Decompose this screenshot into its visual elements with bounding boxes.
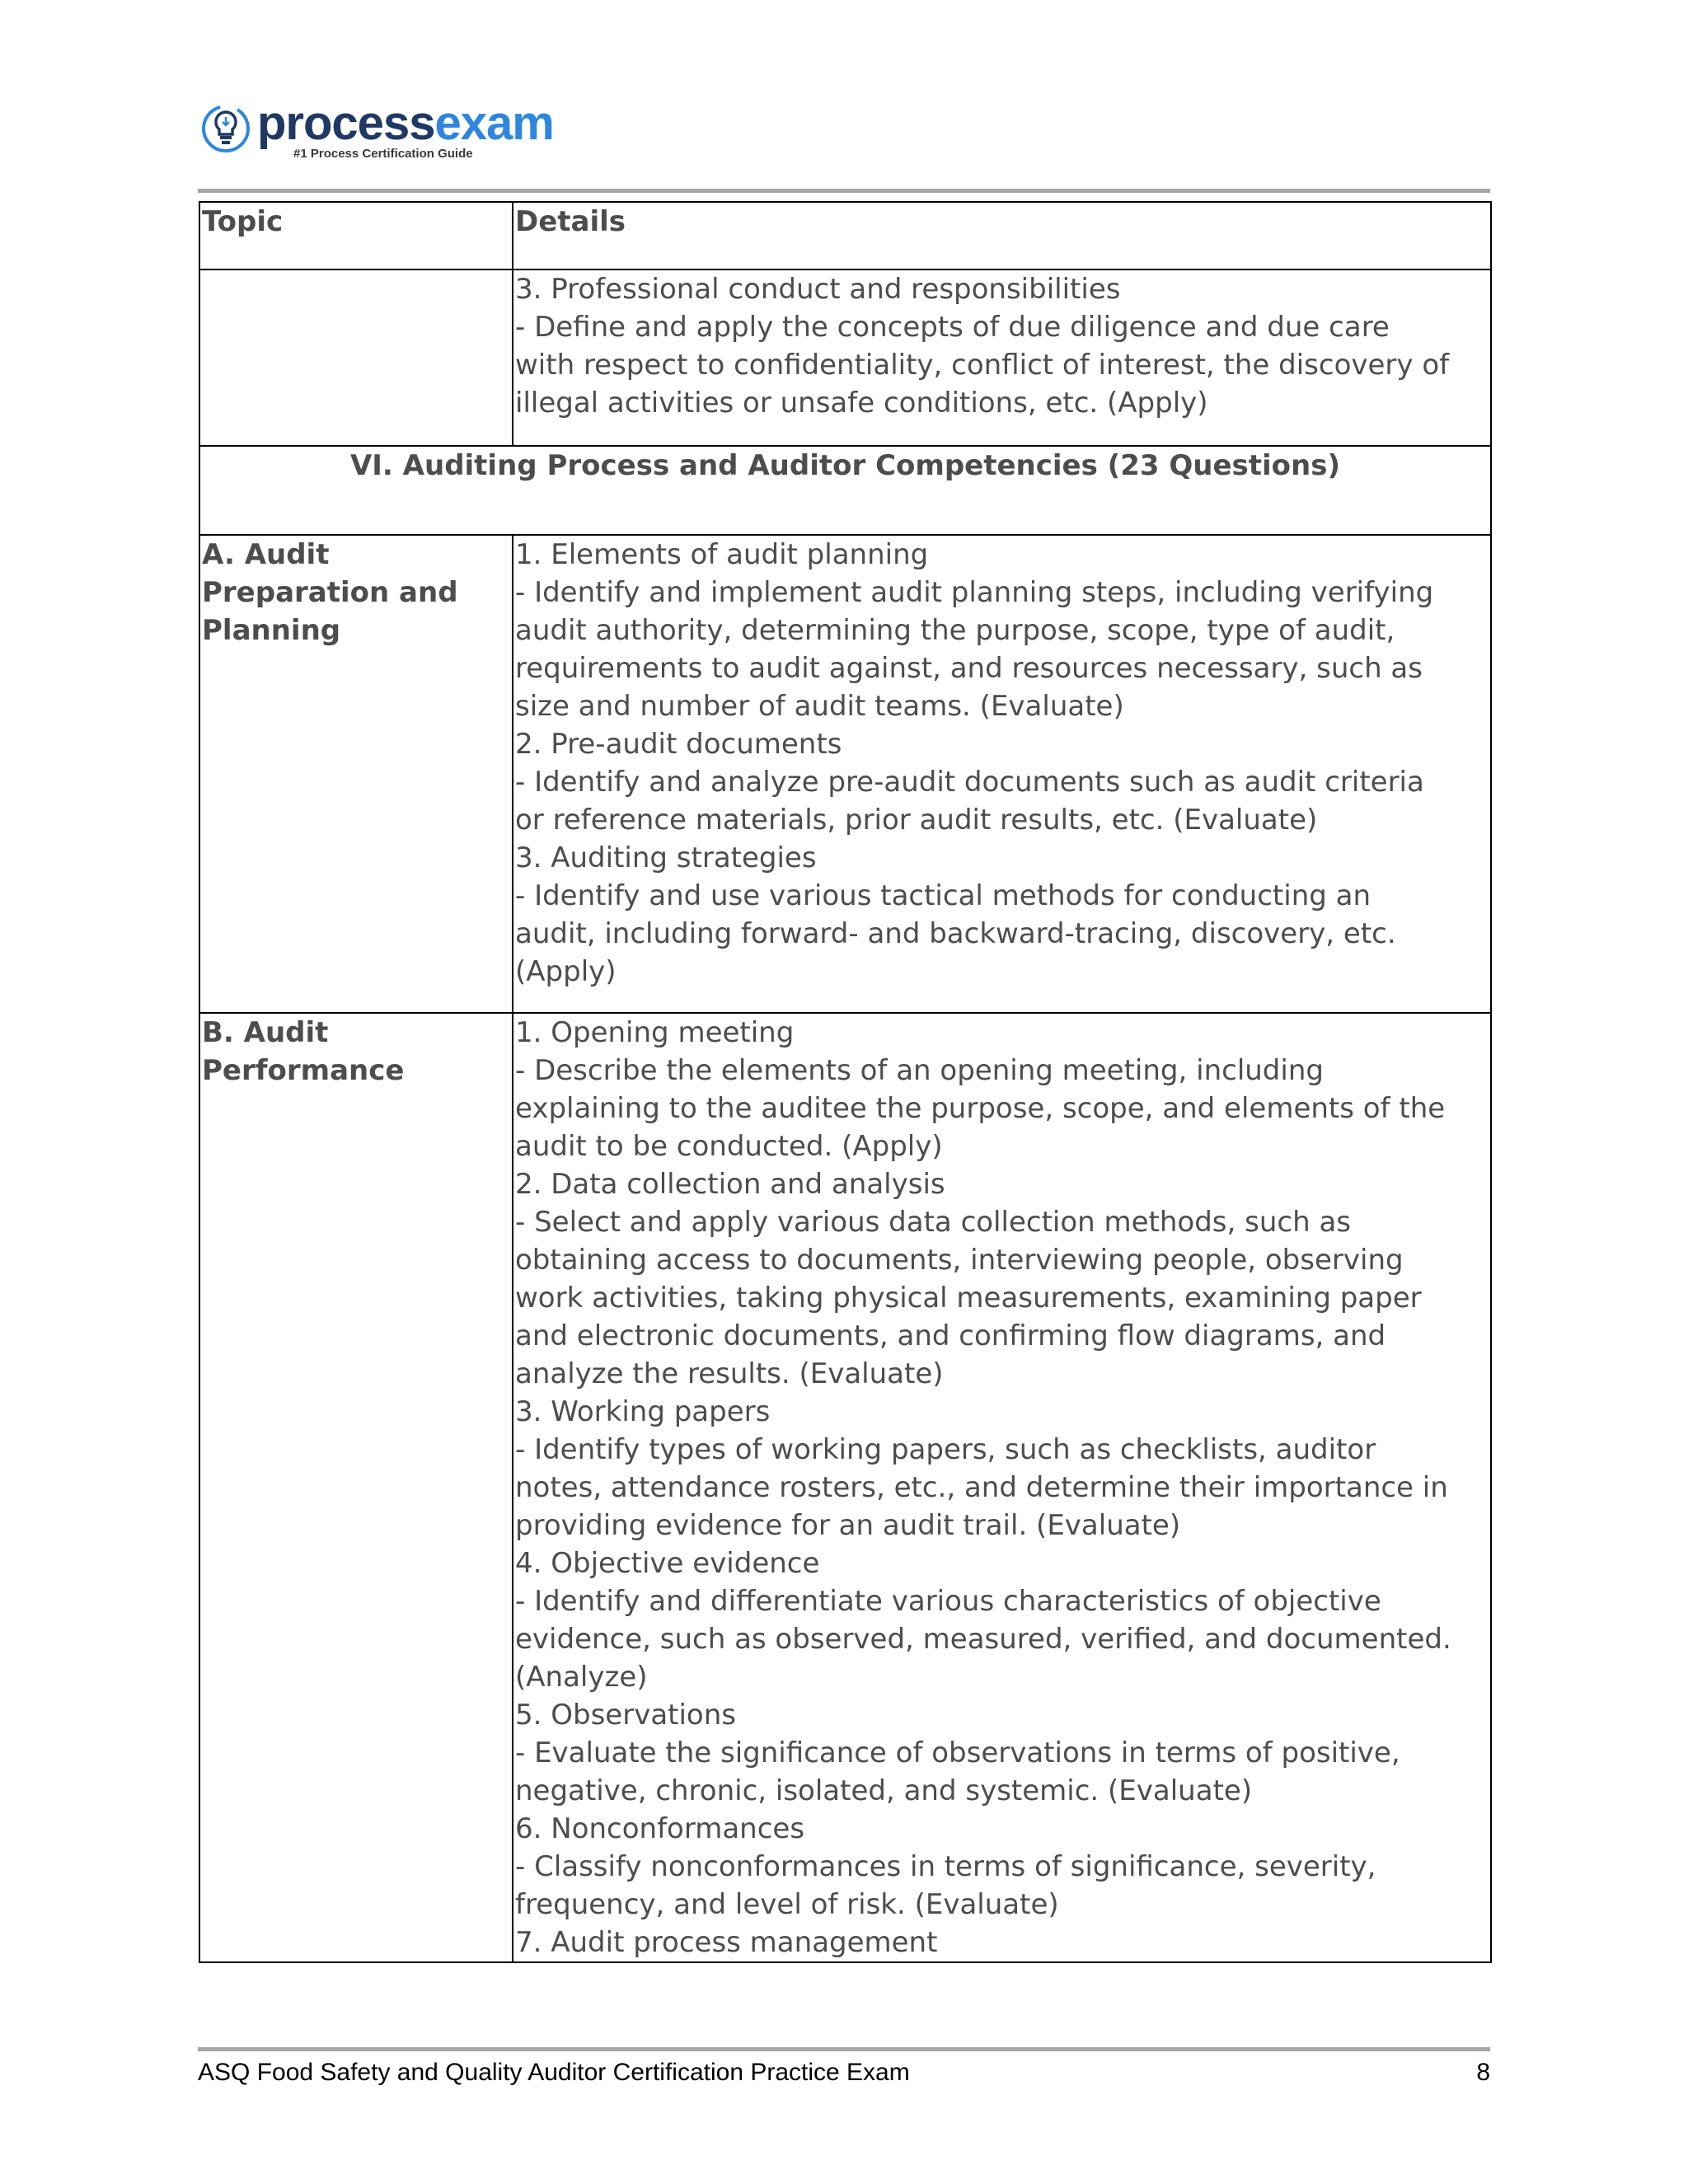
details-line: audit to be conducted. (Apply) (515, 1130, 943, 1163)
details-line: 5. Observations (515, 1699, 736, 1732)
details-line: 1. Elements of audit planning (515, 538, 929, 571)
header-details: Details (513, 202, 1491, 269)
details-line: requirements to audit against, and resources necessary, such as (515, 652, 1423, 685)
exam-outline-table (199, 201, 1492, 1963)
details-line: - Identify types of working papers, such as checklists, auditor (515, 1433, 1376, 1466)
details-cell (513, 1013, 1491, 1962)
details-line: or reference materials, prior audit results, etc. (Evaluate) (515, 804, 1318, 837)
details-line: frequency, and level of risk. (Evaluate) (515, 1888, 1059, 1921)
table-row (199, 269, 1491, 446)
processexam-logo (201, 96, 554, 163)
details-line: - Select and apply various data collection methods, such as (515, 1206, 1351, 1239)
details-line: - Identify and implement audit planning steps, including verifying (515, 576, 1434, 609)
details-line: with respect to confidentiality, conflict of interest, the discovery of (515, 349, 1450, 382)
details-cell (513, 269, 1491, 446)
table-row (199, 1013, 1491, 1962)
details-line: and electronic documents, and confirming flow diagrams, and (515, 1319, 1386, 1352)
details-line: work activities, taking physical measurements, examining paper (515, 1282, 1422, 1315)
details-line: obtaining access to documents, interviewing people, observing (515, 1244, 1404, 1277)
logo-word-exam: exam (434, 96, 554, 150)
topic-cell (199, 535, 513, 1013)
details-line: - Identify and analyze pre-audit documents such as audit criteria (515, 766, 1424, 799)
details-line: analyze the results. (Evaluate) (515, 1357, 944, 1390)
details-line: 3. Working papers (515, 1395, 771, 1428)
table-row (199, 535, 1491, 1013)
details-line: negative, chronic, isolated, and systemic. (Evaluate) (515, 1774, 1253, 1807)
header-divider (198, 189, 1490, 193)
details-line: - Evaluate the significance of observations in terms of positive, (515, 1736, 1400, 1769)
details-line: providing evidence for an audit trail. (Evaluate) (515, 1509, 1181, 1542)
details-line: explaining to the auditee the purpose, scope, and elements of the (515, 1092, 1446, 1125)
topic-line: Preparation and (202, 576, 458, 609)
topic-cell-empty (199, 269, 513, 446)
topic-line: B. Audit (202, 1016, 329, 1049)
details-line: audit authority, determining the purpose, scope, type of audit, (515, 614, 1395, 647)
details-line: evidence, such as observed, measured, verified, and documented. (515, 1623, 1451, 1656)
details-line: illegal activities or unsafe conditions, etc. (Apply) (515, 387, 1208, 419)
details-line: - Classify nonconformances in terms of significance, severity, (515, 1850, 1376, 1883)
details-line: - Define and apply the concepts of due diligence and due care (515, 311, 1390, 344)
table-header-row (199, 202, 1491, 269)
details-cell (513, 535, 1491, 1013)
lightbulb-icon (201, 102, 251, 155)
page-number: 8 (1476, 2059, 1490, 2086)
details-line: size and number of audit teams. (Evaluate) (515, 690, 1124, 723)
topic-line: Performance (202, 1054, 405, 1087)
footer-divider (198, 2047, 1490, 2051)
logo-tagline: #1 Process Certification Guide (293, 147, 473, 161)
details-line: audit, including forward- and backward-tracing, discovery, etc. (515, 917, 1396, 950)
topic-cell (199, 1013, 513, 1962)
details-line: - Identify and differentiate various characteristics of objective (515, 1585, 1381, 1618)
footer-title: ASQ Food Safety and Quality Auditor Certification Practice Exam (198, 2059, 910, 2086)
topic-line: A. Audit (202, 538, 330, 571)
logo-word-process: process (257, 96, 435, 150)
details-line: - Describe the elements of an opening meeting, including (515, 1054, 1324, 1087)
details-line: - Identify and use various tactical methods for conducting an (515, 879, 1372, 912)
header-topic: Topic (199, 202, 513, 269)
details-line: 1. Opening meeting (515, 1016, 795, 1049)
details-line: 3. Professional conduct and responsibilities (515, 273, 1121, 306)
section-row (199, 446, 1491, 535)
logo-wordmark (257, 97, 554, 150)
details-line: 2. Data collection and analysis (515, 1168, 945, 1201)
details-line: 2. Pre-audit documents (515, 728, 842, 761)
details-line: 3. Auditing strategies (515, 841, 817, 874)
details-line: notes, attendance rosters, etc., and determine their importance in (515, 1471, 1448, 1504)
topic-line: Planning (202, 614, 341, 647)
details-line: (Apply) (515, 955, 617, 988)
details-line: 7. Audit process management (515, 1926, 938, 1959)
details-line: (Analyze) (515, 1661, 648, 1694)
section-title: VI. Auditing Process and Auditor Competencies (23 Questions) (199, 446, 1491, 535)
details-line: 6. Nonconformances (515, 1812, 805, 1845)
details-line: 4. Objective evidence (515, 1547, 820, 1580)
